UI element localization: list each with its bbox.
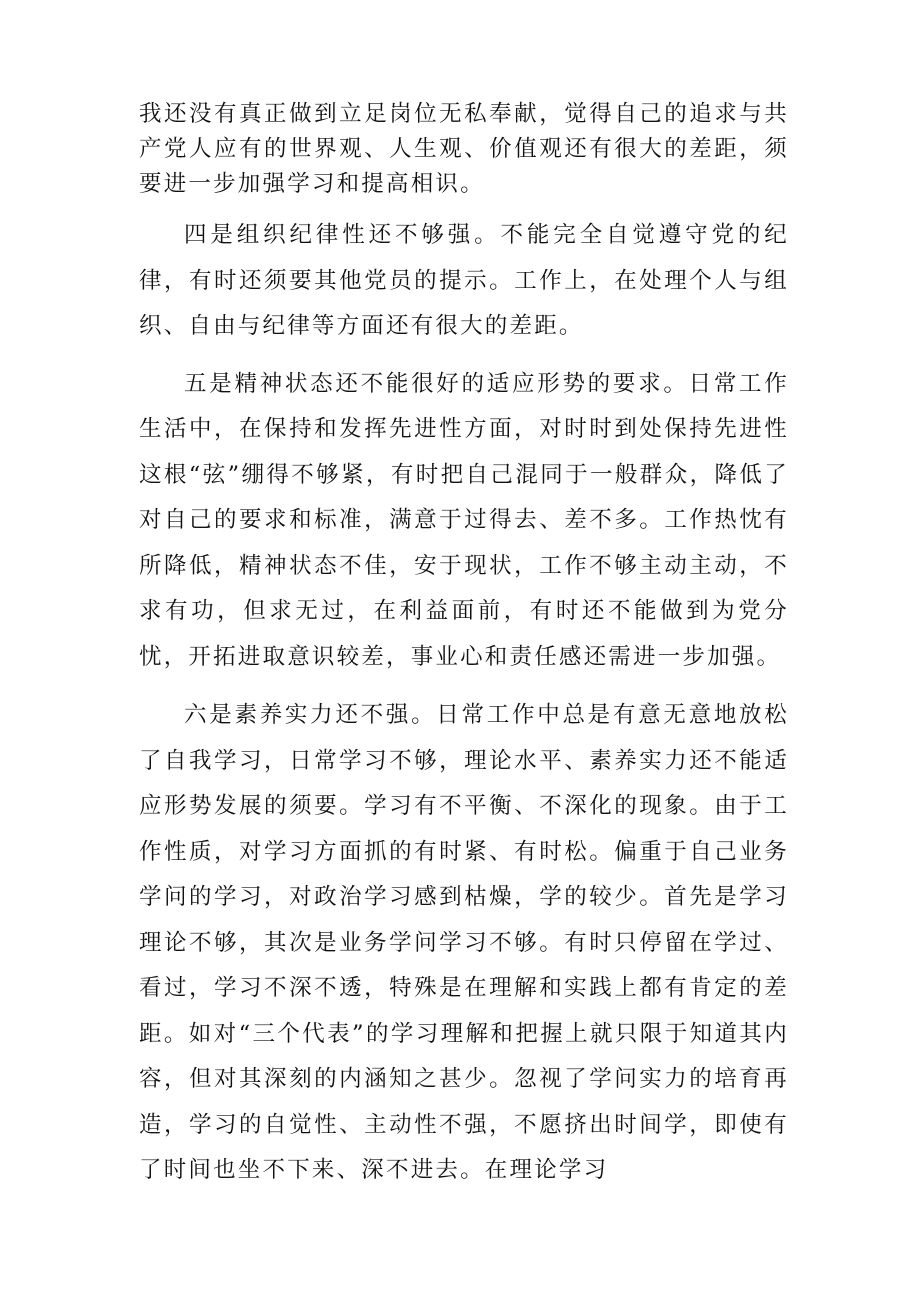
paragraph-competence: 六是素养实力还不强。日常工作中总是有意无意地放松了自我学习，日常学习不够，理论水平、素养实力还不能适应形势发展的须要。学习有不平衡、不深化的现象。由于工作性质，对学习方面抓的有时紧、有时松。偏重于自己业务学问的学习，对政治学习感到枯燥，学的较少。首先是学习理论不够，其次是业务学问学习不够。有时只停留在学过、看过，学习不深不透，特殊是在理解和实践上都有肯定的差距。如对“三个代表”的学习理解和把握上就只限于知道其内容，但对其深刻的内涵知之甚少。忽视了学问实力的培育再造，学习的自觉性、主动性不强，不愿挤出时间学，即使有了时间也坐不下来、深不进去。在理论学习 — [139, 702, 789, 1183]
paragraph-organizational-discipline: 四是组织纪律性还不够强。不能完全自觉遵守党的纪律，有时还须要其他党员的提示。工作上，在处理个人与组织、自由与纪律等方面还有很大的差距。 — [139, 222, 789, 339]
paragraph-continuation: 我还没有真正做到立足岗位无私奉献，觉得自己的追求与共产党人应有的世界观、人生观、价值观还有很大的差距，须要进一步加强学习和提高相识。 — [139, 101, 789, 197]
document-body — [139, 97, 789, 1194]
paragraph-mental-state: 五是精神状态还不能很好的适应形势的要求。日常工作生活中，在保持和发挥先进性方面，对时时到处保持先进性这根“弦”绷得不够紧，有时把自己混同于一般群众，降低了对自己的要求和标准，满意于过得去、差不多。工作热忱有所降低，精神状态不佳，安于现状，工作不够主动主动，不求有功，但求无过，在利益面前，有时还不能做到为党分忧，开拓进取意识较差，事业心和责任感还需进一步加强。 — [139, 370, 789, 670]
